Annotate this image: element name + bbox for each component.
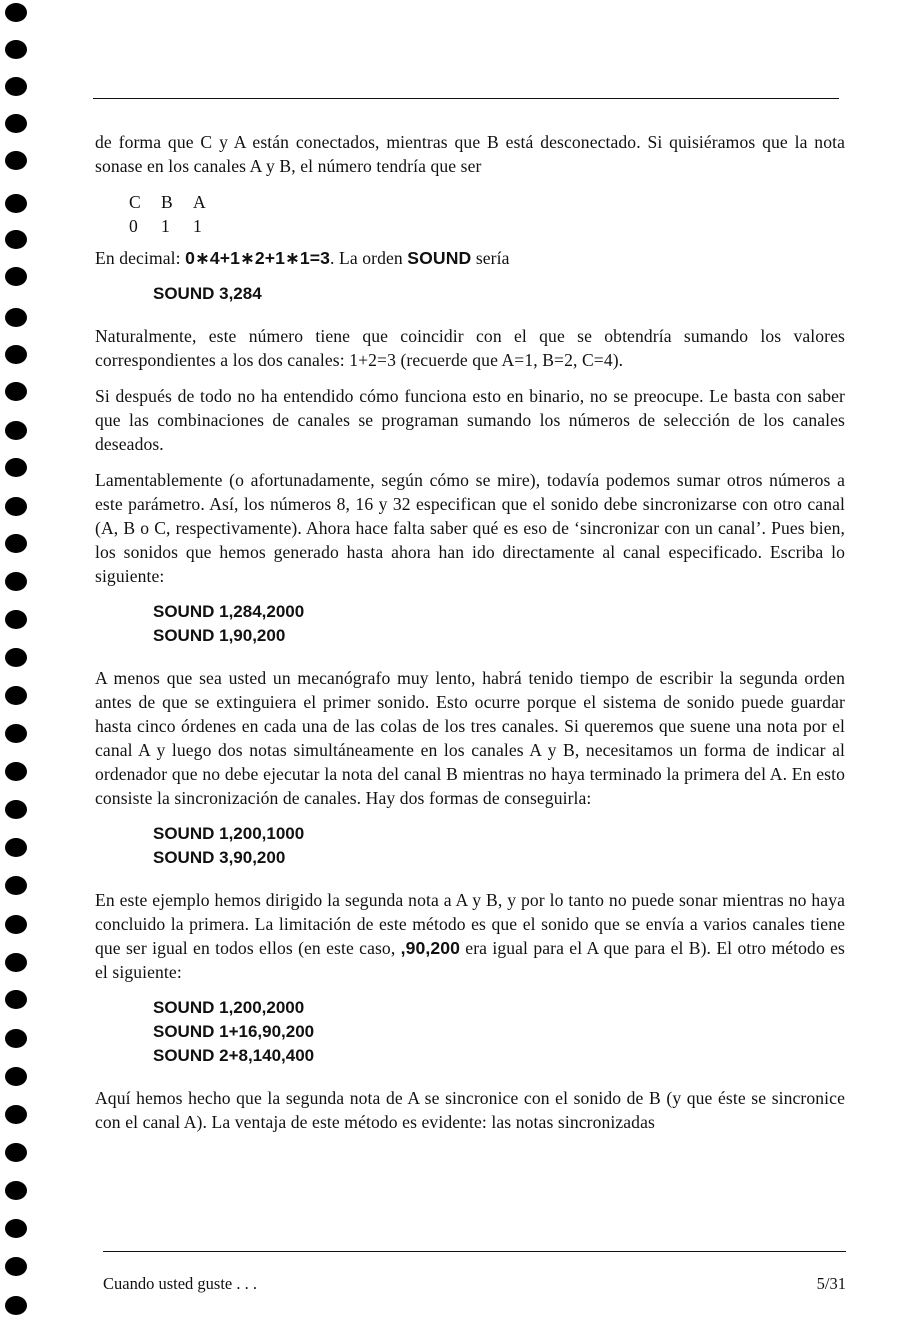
p2-post: sería (471, 248, 510, 268)
paragraph-7 (95, 888, 845, 984)
code-block-1 (153, 282, 845, 306)
p2-pre: En decimal: (95, 248, 186, 268)
code-line: SOUND 1,200,2000 (153, 998, 305, 1017)
p7-post: era igual para el A que para el B). El otro método es el siguiente: (95, 938, 845, 982)
code-line: SOUND 1,90,200 (153, 626, 286, 645)
code-line: SOUND 3,90,200 (153, 848, 286, 867)
code-block-2 (153, 600, 845, 648)
channel-value-c: 0 (129, 215, 138, 236)
code-line: SOUND 1,200,1000 (153, 824, 305, 843)
p7-pre: En este ejemplo hemos dirigido la segunda nota a A y B, y por lo tanto no puede sonar mientras no haya concluido la primera. La limitación de este método es que el sonido que se envía a varios canales tiene que ser igual en todos ellos (en este caso, (95, 890, 845, 958)
p2-formula: 0∗4+1∗2+1∗1=3 (185, 248, 330, 268)
paragraph-5: Lamentablemente (o afortunadamente, según cómo se mire), todavía podemos sumar otros números a este parámetro. Así, los números 8, 16 y 32 especifican que el sonido debe sincronizarse con otro canal (A, B o C, respectivamente). Ahora hace falta saber qué es eso de ‘sincronizar con un canal’. Pues bien, los sonidos que hemos generado hasta ahora han ido directamente al canal especificado. Escriba lo siguiente: (95, 470, 845, 586)
p2-mid: . La orden (329, 248, 408, 268)
code-line: SOUND 2+8,140,400 (153, 1046, 315, 1065)
paragraph-8: Aquí hemos hecho que la segunda nota de A se sincronice con el sonido de B (y que éste se sincronice con el canal A). La ventaja de este método es evidente: las notas sincronizadas (95, 1088, 845, 1132)
paragraph-6: A menos que sea usted un mecanógrafo muy lento, habrá tenido tiempo de escribir la segunda orden antes de que se extinguiera el primer sonido. Esto ocurre porque el sistema de sonido puede guardar hasta cinco órdenes en cada una de las colas de los tres canales. Si queremos que suene una nota por el canal A y luego dos notas simultáneamente en los canales A y B, necesitamos un forma de indicar al ordenador que no debe ejecutar la nota del canal B mientras no haya terminado la primera del A. En esto consiste la sincronización de canales. Hay dos formas de conseguirla: (95, 668, 845, 808)
paragraph-3: Naturalmente, este número tiene que coincidir con el que se obtendría sumando los valores correspondientes a los dos canales: 1+2=3 (recuerde que A=1, B=2, C=4). (95, 326, 845, 370)
channel-bit-table (129, 190, 225, 238)
code-line: SOUND 1,284,2000 (153, 602, 305, 621)
code-line: SOUND 3,284 (153, 284, 262, 303)
page-body (95, 130, 845, 1146)
channel-value-b: 1 (161, 215, 170, 236)
footer-title: Cuando usted guste . . . (103, 1274, 257, 1293)
code-line: SOUND 1+16,90,200 (153, 1022, 315, 1041)
channel-header-b: B (161, 191, 173, 212)
channel-value-a: 1 (193, 215, 202, 236)
page-number: 5/31 (816, 1274, 846, 1293)
paragraph-1: de forma que C y A están conectados, mientras que B está desconectado. Si quisiéramos que la nota sonase en los canales A y B, el número tendría que ser (95, 132, 845, 176)
p2-keyword: SOUND (407, 248, 472, 268)
channel-header-c: C (129, 191, 141, 212)
code-block-3 (153, 822, 845, 870)
top-rule (93, 98, 839, 99)
paragraph-2 (95, 246, 845, 270)
channel-header-a: A (193, 191, 206, 212)
bottom-rule (103, 1251, 846, 1252)
binder-holes (0, 0, 40, 1334)
page-footer (103, 1274, 846, 1294)
code-block-4 (153, 996, 845, 1068)
paragraph-4: Si después de todo no ha entendido cómo funciona esto en binario, no se preocupe. Le basta con saber que las combinaciones de canales se programan sumando los números de selección de los canales deseados. (95, 386, 845, 454)
p7-bold: ,90,200 (400, 938, 461, 958)
